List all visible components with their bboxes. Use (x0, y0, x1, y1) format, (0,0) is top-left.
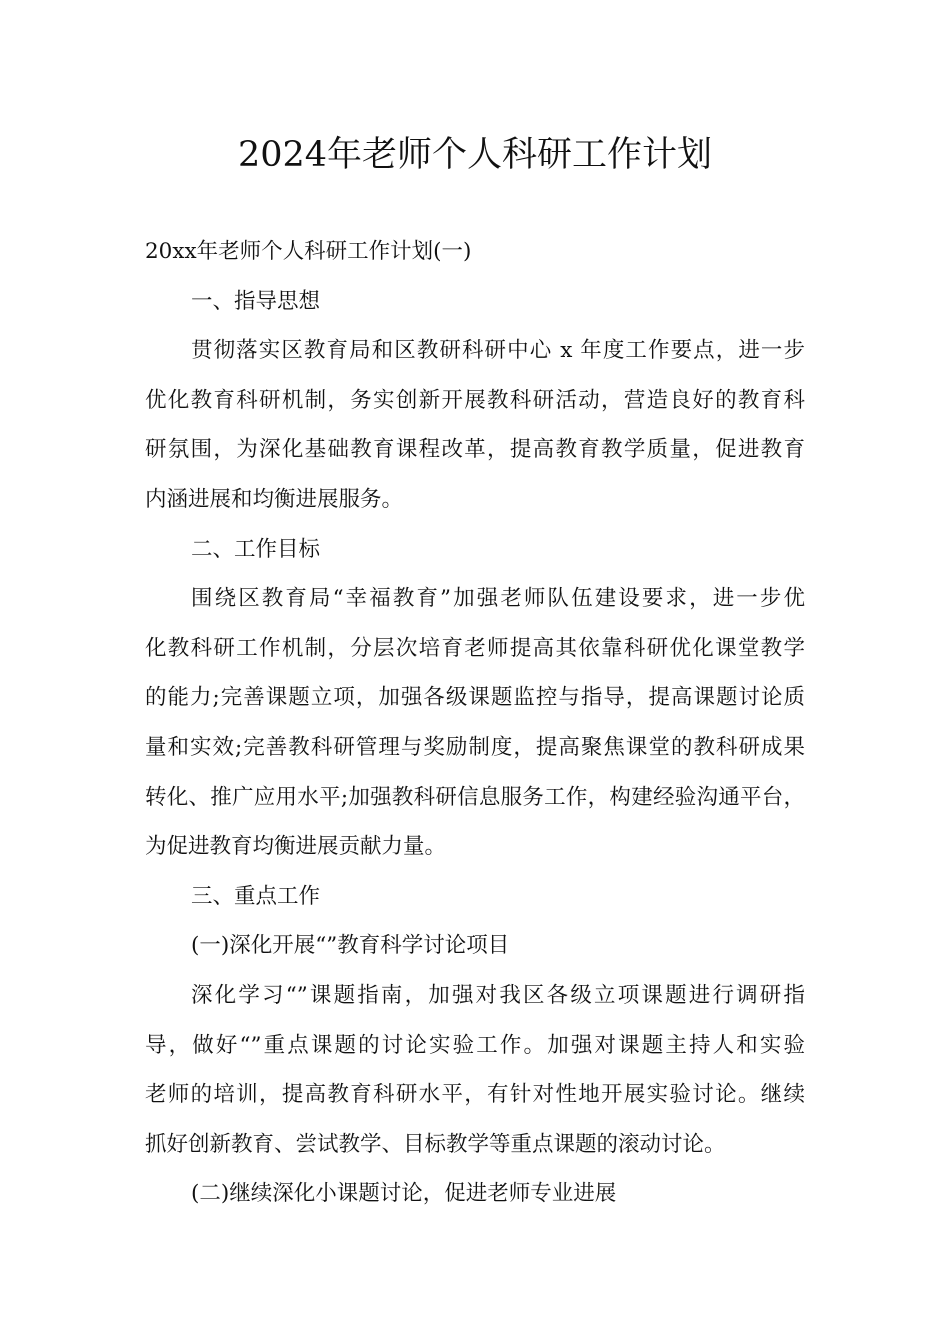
document-title: 2024年老师个人科研工作计划 (237, 135, 713, 175)
text-line: 抓好创新教育、尝试教学、目标教学等重点课题的滚动讨论。 (145, 1131, 726, 1157)
text-line: 老师的培训，提高教育科研水平，有针对性地开展实验讨论。继续 (145, 1082, 805, 1108)
text-line: 化教科研工作机制，分层次培育老师提高其依靠科研优化课堂教学 (145, 635, 805, 661)
text-line: 20xx年老师个人科研工作计划(一) (145, 239, 472, 264)
text-line: 二、工作目标 (191, 536, 321, 562)
text-line: (一)深化开展“”教育科学讨论项目 (191, 933, 510, 959)
text-line: 导，做好“”重点课题的讨论实验工作。加强对课题主持人和实验 (145, 1032, 805, 1058)
text-line: 量和实效;完善教科研管理与奖励制度，提高聚焦课堂的教科研成果 (145, 734, 805, 760)
text-line: 转化、推广应用水平;加强教科研信息服务工作，构建经验沟通平台， (145, 784, 805, 810)
text-line: 研氛围，为深化基础教育课程改革，提高教育教学质量，促进教育 (145, 437, 805, 463)
text-line: 围绕区教育局“幸福教育”加强老师队伍建设要求，进一步优 (191, 586, 805, 612)
text-line: 贯彻落实区教育局和区教研科研中心 x 年度工作要点，进一步 (191, 338, 805, 364)
text-line: 优化教育科研机制，务实创新开展教科研活动，营造良好的教育科 (145, 387, 805, 413)
text-line: 一、指导思想 (191, 288, 321, 314)
text-line: 为促进教育均衡进展贡献力量。 (145, 834, 447, 860)
text-line: 的能力;完善课题立项，加强各级课题监控与指导，提高课题讨论质 (145, 685, 805, 711)
text-line: 内涵进展和均衡进展服务。 (145, 486, 404, 512)
text-line: (二)继续深化小课题讨论，促进老师专业进展 (191, 1181, 617, 1207)
text-line: 三、重点工作 (191, 883, 321, 909)
text-line: 深化学习“”课题指南，加强对我区各级立项课题进行调研指 (191, 982, 805, 1008)
document-body (145, 227, 805, 1219)
